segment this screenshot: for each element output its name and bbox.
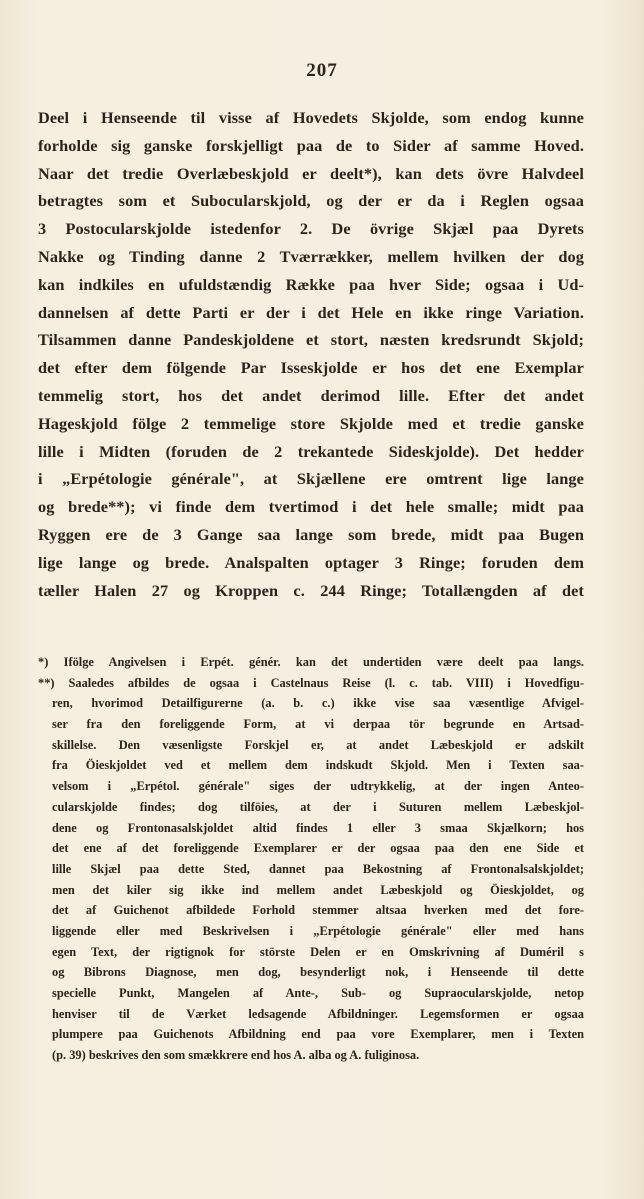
text-line: det efter dem fölgende Par Isseskjolde er hos det ene Exemplar: [38, 358, 584, 378]
footnote-line: fra Öieskjoldet ved et mellem dem indskudt Skjold. Men i Texten saa-: [52, 758, 584, 773]
footnote-line: henviser til de Værket ledsagende Afbildninger. Legemsformen er ogsaa: [52, 1006, 584, 1021]
text-line: Deel i Henseende til visse af Hovedets Skjolde, som endog kunne: [38, 108, 584, 127]
footnote-line: dene og Frontonasalskjoldet altid findes 1 eller 3 smaa Skjælkorn; hos: [52, 820, 584, 835]
footnote-line: det af Guichenot afbildede Forhold stemmer altsaa hverken med det fore-: [52, 903, 584, 918]
text-line: lige lange og brede. Analspalten optager 3 Ringe; foruden dem: [38, 552, 584, 572]
footnote-line: og Bibrons Diagnose, men dog, besynderligt nok, i Henseende til dette: [52, 965, 584, 980]
footnote-line: skillelse. Den væsenligste Forskjel er, at andet Læbeskjold er adskilt: [52, 737, 584, 752]
text-line: Nakke og Tinding danne 2 Tværrækker, mellem hvilken der dog: [38, 246, 584, 266]
text-line: forholde sig ganske forskjelligt paa de to Sider af samme Hoved.: [38, 135, 584, 155]
footnote-line: det ene af det foreliggende Exemplarer er der ogsaa paa den ene Side et: [52, 841, 584, 856]
footnote-line: cularskjolde findes; dog tilföies, at der i Suturen mellem Læbeskjol-: [52, 799, 584, 814]
text-line: kan indkiles en ufuldstændig Række paa hver Side; ogsaa i Ud-: [38, 274, 584, 294]
text-line: Tilsammen danne Pandeskjoldene et stort, næsten kredsrundt Skjold;: [38, 330, 584, 350]
text-line: Naar det tredie Overlæbeskjold er deelt*), kan dets övre Halvdeel: [38, 163, 584, 183]
text-line: tæller Halen 27 og Kroppen c. 244 Ringe; Totallængden af det: [38, 580, 584, 600]
text-line: Ryggen ere de 3 Gange saa lange som brede, midt paa Bugen: [38, 524, 584, 544]
page-number: 207: [306, 60, 338, 81]
text-line: Hageskjold fölge 2 temmelige store Skjolde med et tredie ganske: [38, 413, 584, 433]
footnote-line: liggende eller med Beskrivelsen i „Erpétologie générale" eller med hans: [52, 923, 584, 938]
footnote-line: lille Skjæl paa dette Sted, dannet paa Bekostning af Frontonalsalskjoldet;: [52, 861, 584, 876]
footnotes: [38, 652, 584, 1066]
text-line: dannelsen af dette Parti er der i det Hele en ikke ringe Variation.: [38, 302, 584, 322]
footnote-line: plumpere paa Guichenots Afbildning end paa vore Exemplarer, men i Texten: [52, 1027, 584, 1042]
text-line: betragtes som et Subocularskjold, og der er da i Reglen ogsaa: [38, 191, 584, 211]
footnote-line: **) Saaledes afbildes de ogsaa i Castelnaus Reise (l. c. tab. VIII) i Hovedfigu-: [38, 675, 584, 690]
text-line: i „Erpétologie générale", at Skjællene ere omtrent lige lange: [38, 469, 584, 489]
footnote-line: specielle Punkt, Mangelen af Ante-, Sub- og Supraocularskjolde, netop: [52, 986, 584, 1000]
footnote-line: velsom i „Erpétol. générale" siges der udtrykkelig, at der ingen Anteo-: [52, 779, 584, 794]
footnote-line: ser fra den foreliggende Form, at vi derpaa tör begrunde en Artsad-: [52, 717, 584, 732]
text-line: og brede**); vi finde dem tvertimod i det hele smalle; midt paa: [38, 497, 584, 517]
text-line: temmelig stort, hos det andet derimod lille. Efter det andet: [38, 385, 584, 405]
footnote-line: (p. 39) beskrives den som smækkrere end hos A. alba og A. fuliginosa.: [52, 1048, 420, 1063]
main-text: [38, 104, 584, 604]
footnote-line: men det kiler sig ikke ind mellem andet Læbeskjold og Öieskjoldet, og: [52, 882, 584, 897]
text-line: 3 Postocularskjolde istedenfor 2. De övrige Skjæl paa Dyrets: [38, 219, 584, 239]
text-line: lille i Midten (foruden de 2 trekantede Sideskjolde). Det hedder: [38, 441, 584, 461]
footnote-line: *) Ifölge Angivelsen i Erpét. génér. kan det undertiden være deelt paa langs.: [38, 655, 584, 669]
footnote-line: egen Text, der rigtignok for störste Delen er en Omskrivning af Duméril s: [52, 944, 584, 959]
footnote-line: ren, hvorimod Detailfigurerne (a. b. c.) ikke vise saa væsentlige Afvigel-: [52, 696, 584, 711]
